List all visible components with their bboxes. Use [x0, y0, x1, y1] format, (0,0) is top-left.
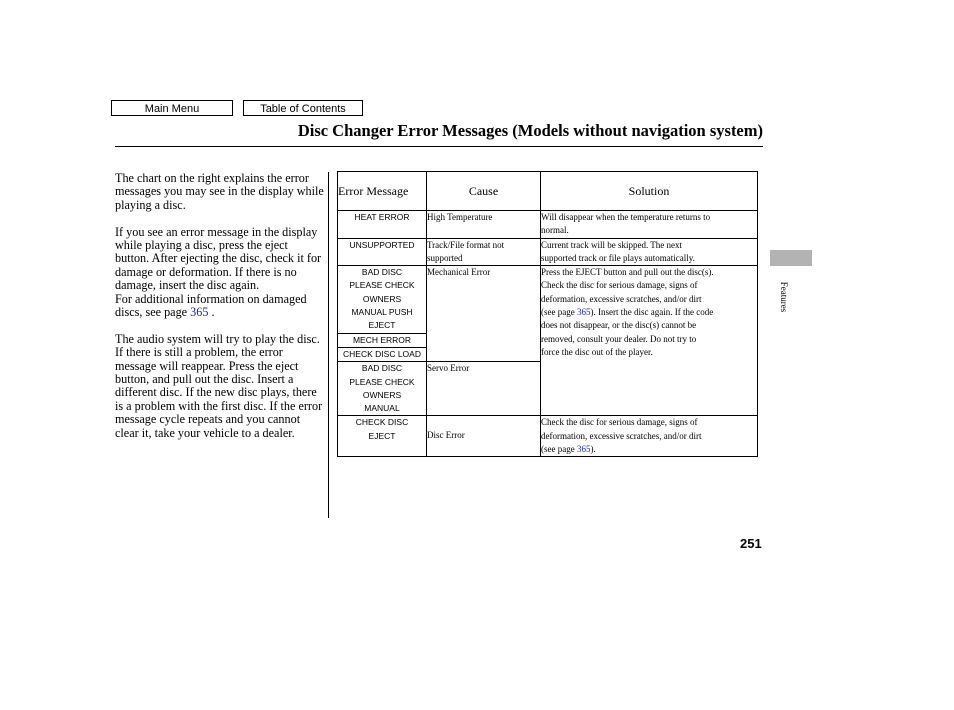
error-message-cell: [338, 362, 427, 416]
solution-line: supported track or file plays automatically.: [541, 252, 695, 263]
solution-line: normal.: [541, 225, 569, 236]
intro-paragraph-2: If you see an error message in the display while playing a disc, press the eject button. After ejecting the disc, check it for damage or deformation. If there is no damage, insert the disc again.: [115, 224, 322, 293]
cause-cell: [427, 416, 541, 457]
error-message-table: [337, 171, 758, 457]
error-message-line: EJECT: [368, 320, 396, 331]
solution-line: deformation, excessive scratches, and/or dirt: [541, 430, 702, 441]
error-message-line: HEAT ERROR: [354, 212, 410, 222]
cause-line: Servo Error: [427, 363, 470, 374]
error-message-line: CHECK DISC LOAD: [343, 348, 421, 359]
error-message-line: MANUAL PUSH: [351, 307, 413, 318]
header-error-message: Error Message: [338, 172, 427, 211]
error-message-line: PLEASE CHECK: [349, 376, 415, 387]
solution-cell: [541, 238, 758, 266]
cause-line: Mechanical Error: [427, 267, 491, 278]
cause-line: Disc Error: [427, 430, 465, 441]
column-divider: [328, 172, 329, 518]
solution-line: deformation, excessive scratches, and/or dirt: [541, 293, 702, 304]
solution-line: [541, 306, 757, 319]
table-header-row: [338, 172, 758, 211]
solution-line: Will disappear when the temperature returns to: [541, 212, 711, 222]
intro-paragraph-3: [115, 293, 325, 320]
cause-cell: [427, 266, 541, 362]
title-divider: [115, 146, 763, 147]
main-menu-button[interactable]: Main Menu: [111, 100, 233, 116]
error-message-cell: [338, 211, 427, 239]
solution-line: does not disappear, or the disc(s) cannot be: [541, 320, 697, 331]
error-message-cell: [338, 416, 427, 457]
cause-cell: [427, 238, 541, 266]
cause-line: Track/File format not: [427, 239, 505, 250]
solution-line: Check the disc for serious damage, signs of: [541, 280, 698, 291]
header-solution: Solution: [541, 172, 758, 211]
cause-line: supported: [427, 252, 463, 263]
page-365-link[interactable]: 365: [576, 307, 591, 318]
solution-text: (see page: [541, 307, 577, 318]
error-message-line: EJECT: [368, 430, 396, 441]
solution-line: [541, 443, 757, 456]
page-365-link[interactable]: 365: [190, 305, 209, 320]
solution-cell: [541, 266, 758, 416]
error-message-line: MECH ERROR: [352, 334, 412, 345]
intro-paragraph-4: The audio system will try to play the disc. If there is still a problem, the error message will reappear. Press the eject button, and pull out the disc. Insert a different disc. If the new disc plays, there is a problem with the first disc. If the error message cycle repeats and you cannot clear it, take your vehicle to a dealer.: [115, 331, 323, 440]
solution-line: Press the EJECT button and pull out the disc(s).: [541, 267, 714, 278]
error-message-line: CHECK DISC: [355, 417, 409, 428]
table-row: [338, 266, 758, 333]
cause-cell: [427, 211, 541, 239]
error-message-line: OWNERS: [362, 293, 402, 304]
error-message-line: BAD DISC: [361, 363, 403, 374]
cause-line: High Temperature: [427, 212, 493, 222]
solution-cell: [541, 211, 758, 239]
table-row: [338, 211, 758, 239]
table-row: [338, 416, 758, 457]
page-365-link[interactable]: 365: [576, 444, 591, 455]
intro-paragraph-3-text: For additional information on damaged discs, see page: [115, 291, 307, 320]
page-title: Disc Changer Error Messages (Models without navigation system): [297, 121, 763, 140]
intro-paragraph-1: The chart on the right explains the error messages you may see in the display while playing a disc.: [115, 171, 324, 212]
table-row: [338, 238, 758, 266]
solution-line: force the disc out of the player.: [541, 346, 653, 357]
error-message-line: UNSUPPORTED: [349, 239, 415, 250]
intro-paragraph-3-end: .: [208, 305, 215, 320]
error-message-line: MANUAL: [364, 403, 400, 414]
solution-text: ).: [590, 444, 596, 455]
error-message-cell: [338, 347, 427, 361]
error-message-line: BAD DISC: [361, 267, 403, 278]
section-tab-label: Features: [779, 281, 789, 313]
error-message-line: PLEASE CHECK: [349, 280, 415, 291]
page-number: 251: [740, 536, 762, 551]
solution-line: Current track will be skipped. The next: [541, 239, 683, 250]
solution-text: (see page: [541, 444, 577, 455]
solution-line: Check the disc for serious damage, signs of: [541, 417, 698, 428]
error-message-cell: [338, 266, 427, 333]
solution-text: ). Insert the disc again. If the code: [590, 307, 714, 318]
error-message-line: OWNERS: [362, 389, 402, 400]
error-message-cell: [338, 333, 427, 347]
solution-line: removed, consult your dealer. Do not try to: [541, 333, 697, 344]
cause-cell: [427, 362, 541, 416]
table-of-contents-button[interactable]: Table of Contents: [243, 100, 363, 116]
error-message-cell: [338, 238, 427, 266]
solution-cell: [541, 416, 758, 457]
intro-text: [115, 172, 325, 453]
section-tab-marker: [770, 250, 812, 266]
header-cause: Cause: [427, 172, 541, 211]
